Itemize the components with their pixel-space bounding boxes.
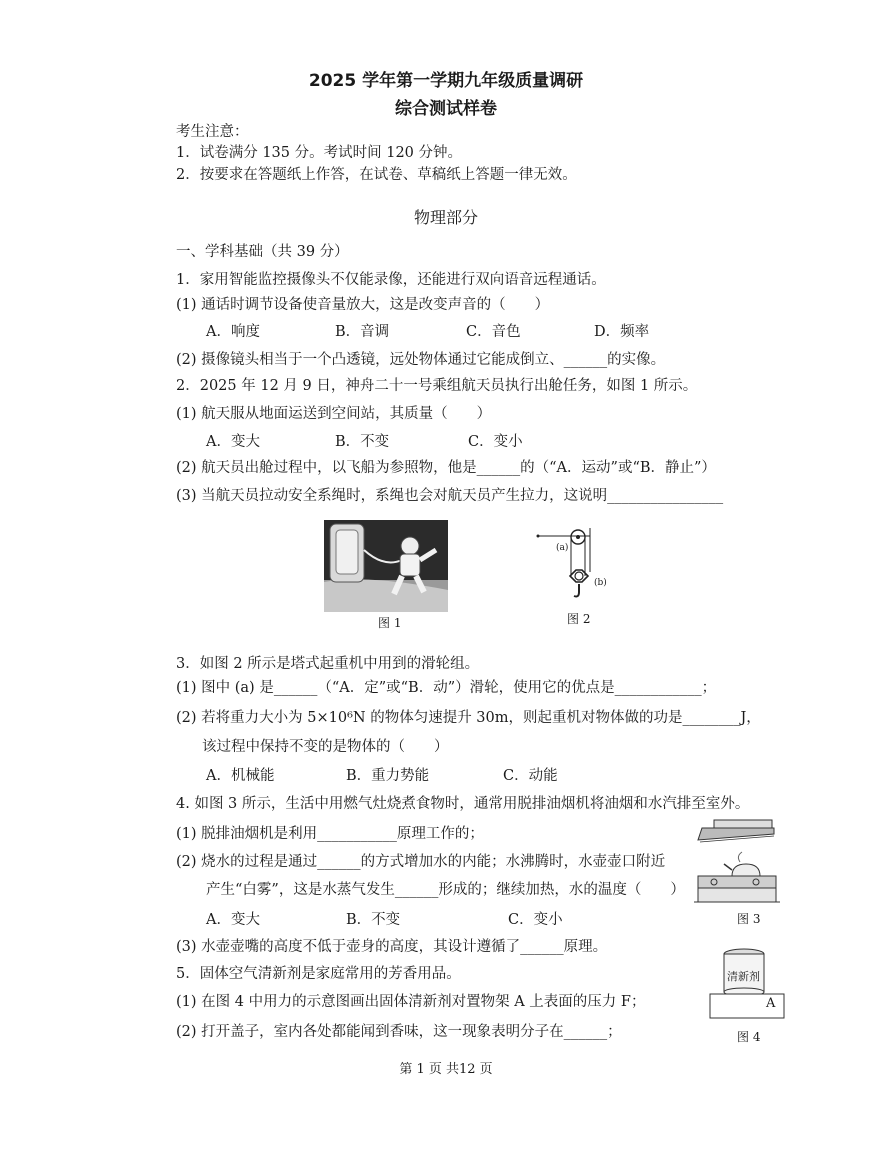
q1-stem: 1．家用智能监控摄像头不仅能录像，还能进行双向语音远程通话。 bbox=[176, 272, 606, 288]
figure-1-caption: 图 1 bbox=[378, 616, 402, 630]
figure-3-kitchen-diagram bbox=[694, 818, 780, 914]
q4-sub3: (3) 水壶壶嘴的高度不低于壶身的高度，其设计遵循了______原理。 bbox=[176, 939, 608, 955]
q4-stem: 4. 如图 3 所示，生活中用燃气灶烧煮食物时，通常用脱排油烟机将油烟和水汽排至室外。 bbox=[176, 796, 750, 812]
q3-sub2b: 该过程中保持不变的是物体的（ ） bbox=[202, 739, 449, 755]
figure-3-caption: 图 3 bbox=[737, 912, 761, 926]
notice-item-1: 1．试卷满分 135 分。考试时间 120 分钟。 bbox=[176, 145, 463, 161]
q5-sub1: (1) 在图 4 中用力的示意图画出固体清新剂对置物架 A 上表面的压力 F； bbox=[176, 994, 646, 1010]
notice-item-2: 2．按要求在答题纸上作答，在试卷、草稿纸上答题一律无效。 bbox=[176, 167, 577, 183]
q2-sub3: (3) 当航天员拉动安全系绳时，系绳也会对航天员产生拉力，这说明________________ bbox=[176, 488, 724, 504]
exam-title: 2025 学年第一学期九年级质量调研 bbox=[308, 71, 584, 91]
q4-sub2b: 产生“白雾”，这是水蒸气发生______形成的；继续加热，水的温度（ ） bbox=[206, 882, 685, 898]
q4-sub2: (2) 烧水的过程是通过______的方式增加水的内能；水沸腾时，水壶壶口附近 bbox=[176, 854, 666, 870]
q3-option-a: A．机械能 bbox=[206, 768, 275, 784]
q2-stem: 2．2025 年 12 月 9 日，神舟二十一号乘组航天员执行出舱任务，如图 1 所示。 bbox=[176, 378, 698, 394]
figure-2-label-a: (a) bbox=[556, 543, 569, 553]
q3-option-b: B．重力势能 bbox=[346, 768, 430, 784]
figure-4-can-label: 清新剂 bbox=[727, 970, 760, 983]
q2-option-c: C．变小 bbox=[468, 434, 523, 450]
q4-sub1: (1) 脱排油烟机是利用___________原理工作的； bbox=[176, 826, 484, 842]
q5-stem: 5．固体空气清新剂是家庭常用的芳香用品。 bbox=[176, 966, 461, 982]
figure-4-freshener-diagram bbox=[708, 944, 788, 1024]
q1-option-b: B．音调 bbox=[335, 324, 390, 340]
q2-sub2: (2) 航天员出舱过程中，以飞船为参照物，他是______的（“A．运动”或“B．静止”） bbox=[176, 460, 716, 476]
q2-option-b: B．不变 bbox=[335, 434, 390, 450]
q4-option-a: A．变大 bbox=[206, 912, 260, 928]
figure-2-label-b: (b) bbox=[594, 578, 607, 588]
q3-stem: 3．如图 2 所示是塔式起重机中用到的滑轮组。 bbox=[176, 656, 480, 672]
figure-4-caption: 图 4 bbox=[737, 1030, 761, 1044]
q1-option-a: A．响度 bbox=[206, 324, 260, 340]
exam-subtitle: 综合测试样卷 bbox=[395, 99, 497, 119]
q3-sub2: (2) 若将重力大小为 5×10⁶N 的物体匀速提升 30m，则起重机对物体做的功是________J， bbox=[176, 710, 761, 726]
figure-1-image bbox=[324, 520, 448, 616]
q1-option-c: C．音色 bbox=[466, 324, 521, 340]
q1-option-d: D．频率 bbox=[594, 324, 650, 340]
figure-2-pulley-diagram bbox=[530, 522, 620, 614]
q2-sub1: (1) 航天服从地面运送到空间站，其质量（ ） bbox=[176, 406, 492, 422]
section-title: 物理部分 bbox=[413, 208, 478, 227]
figure-4-stand-label: A bbox=[766, 996, 776, 1011]
part1-heading: 一、学科基础（共 39 分） bbox=[176, 244, 349, 260]
q2-option-a: A．变大 bbox=[206, 434, 260, 450]
q3-sub1: (1) 图中 (a) 是______（“A．定”或“B．动”）滑轮，使用它的优点是____________； bbox=[176, 680, 717, 696]
notice-heading: 考生注意： bbox=[176, 124, 249, 140]
q1-sub2: (2) 摄像镜头相当于一个凸透镜，远处物体通过它能成倒立、______的实像。 bbox=[176, 352, 666, 368]
q3-option-c: C．动能 bbox=[503, 768, 558, 784]
q4-option-b: B．不变 bbox=[346, 912, 401, 928]
q4-option-c: C．变小 bbox=[508, 912, 563, 928]
page-footer: 第 1 页 共12 页 bbox=[399, 1062, 493, 1077]
q5-sub2: (2) 打开盖子，室内各处都能闻到香味，这一现象表明分子在______； bbox=[176, 1024, 622, 1040]
q1-sub1: (1) 通话时调节设备使音量放大，这是改变声音的（ ） bbox=[176, 297, 550, 313]
figure-2-caption: 图 2 bbox=[567, 612, 591, 626]
